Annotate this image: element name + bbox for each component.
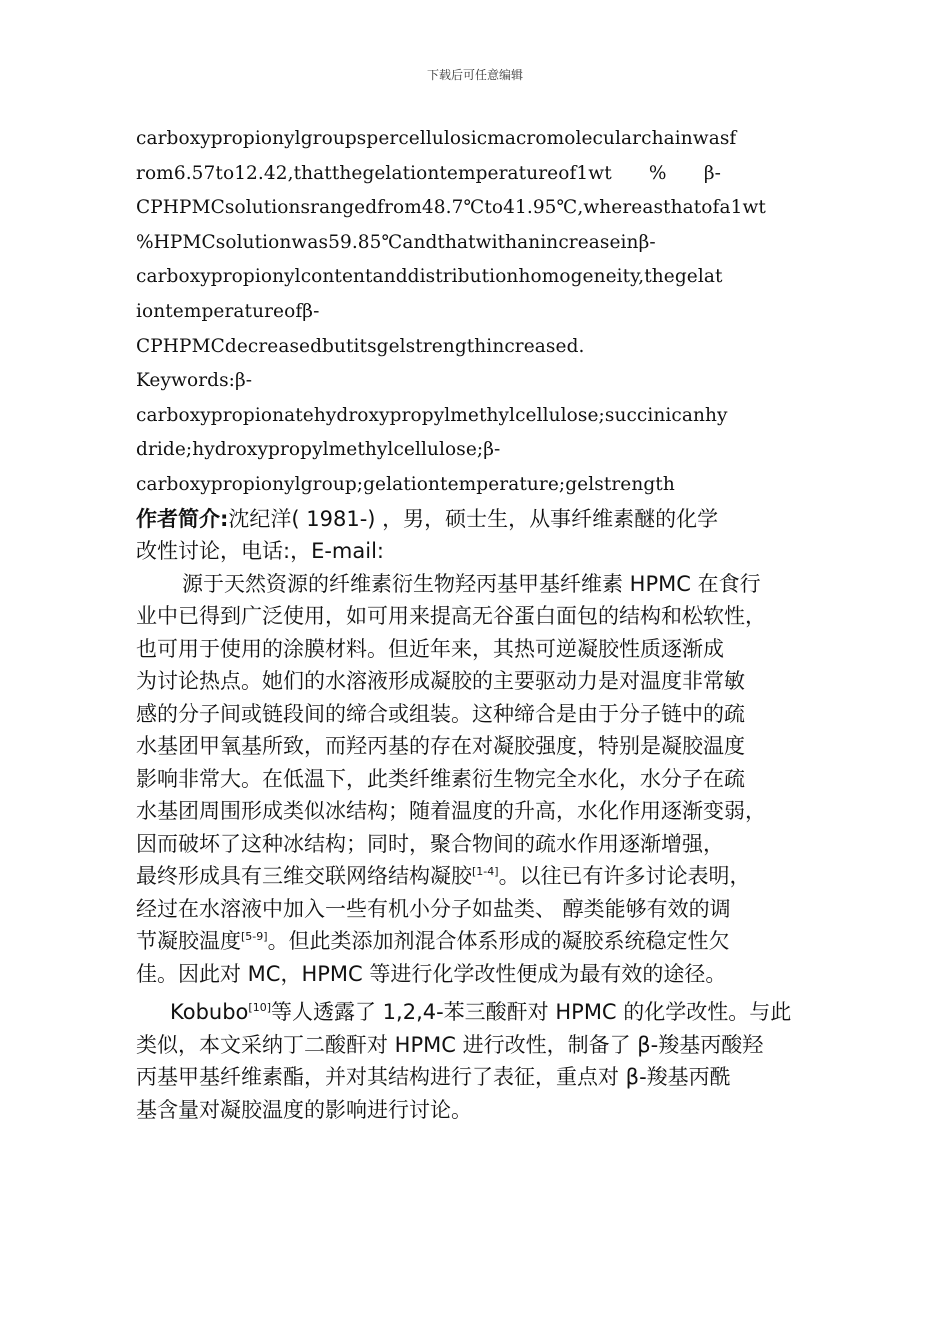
abstract-line: carboxypropionylcontentanddistributionhomogeneity,thegelat [136,266,723,288]
paragraph-text: 最终形成具有三维交联网络结构凝胶 [136,864,472,889]
paragraph-line [136,925,816,958]
paragraph-line [136,860,816,893]
paragraph-line: 源于天然资源的纤维素衍生物羟丙基甲基纤维素 HPMC 在食行 [182,571,761,596]
citation-ref: [1-4] [472,865,499,879]
author-info [136,503,816,568]
keywords-line: Keywords:β- [136,370,253,392]
document-body [136,122,816,1126]
paragraph-text: 等人透露了 1,2,4-苯三酸酐对 HPMC 的化学改性。与此 [271,1000,792,1025]
paragraph-line: 佳。因此对 MC，HPMC 等进行化学改性便成为最有效的途径。 [136,961,727,986]
citation-ref: [10] [248,1001,271,1015]
abstract-line: CPHPMCsolutionsrangedfrom48.7℃to41.95℃,whereasthatofa1wt [136,197,766,219]
author-text: 沈纪洋( 1981-) ，男，硕士生，从事纤维素醚的化学 [228,506,719,531]
keywords-line: dride;hydroxypropylmethylcellulose;β- [136,439,501,461]
paragraph-line: 也可用于使用的涂膜材料。但近年来，其热可逆凝胶性质逐渐成 [136,636,724,661]
author-line: 改性讨论，电话:，E-mail: [136,539,384,564]
author-line [136,503,816,536]
citation-ref: [5-9] [241,930,268,944]
abstract-line: carboxypropionylgroupspercellulosicmacromolecularchainwasf [136,128,737,149]
keywords-line: carboxypropionatehydroxypropylmethylcellulose;succinicanhy [136,404,728,426]
paragraph-line: 丙基甲基纤维素酯，并对其结构进行了表征，重点对 β-羧基丙酰 [136,1065,731,1090]
paragraph-line: 业中已得到广泛使用，如可用来提高无谷蛋白面包的结构和松软性， [136,604,766,629]
paragraph-line: 经过在水溶液中加入一些有机小分子如盐类、 醇类能够有效的调 [136,896,731,921]
abstract-line: iontemperatureofβ- [136,300,320,322]
page-header-note: 下载后可任意编辑 [426,68,523,82]
keywords-line: carboxypropionylgroup;gelationtemperature;gelstrength [136,473,675,495]
paragraph-line: 水基团周围形成类似冰结构；随着温度的升高，水化作用逐渐变弱， [136,799,766,824]
paragraph-line: 因而破坏了这种冰结构；同时，聚合物间的疏水作用逐渐增强， [136,831,724,856]
paragraph-modification [136,996,816,1126]
abstract-line: %HPMCsolutionwas59.85℃andthatwithanincreaseinβ- [136,231,656,253]
paragraph-line: 影响非常大。在低温下，此类纤维素衍生物完全水化，水分子在疏 [136,766,745,791]
paragraph-line: 感的分子间或链段间的缔合或组装。这种缔合是由于分子链中的疏 [136,701,745,726]
paragraph-text: 。但此类添加剂混合体系形成的凝胶系统稳定性欠 [267,929,730,954]
paragraph-line: 类似，本文采纳丁二酸酐对 HPMC 进行改性，制备了 β-羧基丙酸羟 [136,1032,764,1057]
paragraph-line: 为讨论热点。她们的水溶液形成凝胶的主要驱动力是对温度非常敏 [136,669,745,694]
abstract-line: rom6.57to12.42,thatthegelationtemperatureof1wt % β- [136,162,721,184]
paragraph-text: 节凝胶温度 [136,929,241,954]
paragraph-text: Kobubo [170,1000,249,1025]
paragraph-line [136,996,816,1029]
author-label: 作者简介: [136,506,229,531]
paragraph-line: 水基团甲氧基所致，而羟丙基的存在对凝胶强度，特别是凝胶温度 [136,734,745,759]
paragraph-text: 。以往已有许多讨论表明， [498,864,751,889]
abstract-line: CPHPMCdecreasedbutitsgelstrengthincreased. [136,335,585,357]
paragraph-introduction [136,568,816,991]
paragraph-line: 基含量对凝胶温度的影响进行讨论。 [136,1097,472,1122]
english-abstract [136,122,816,503]
